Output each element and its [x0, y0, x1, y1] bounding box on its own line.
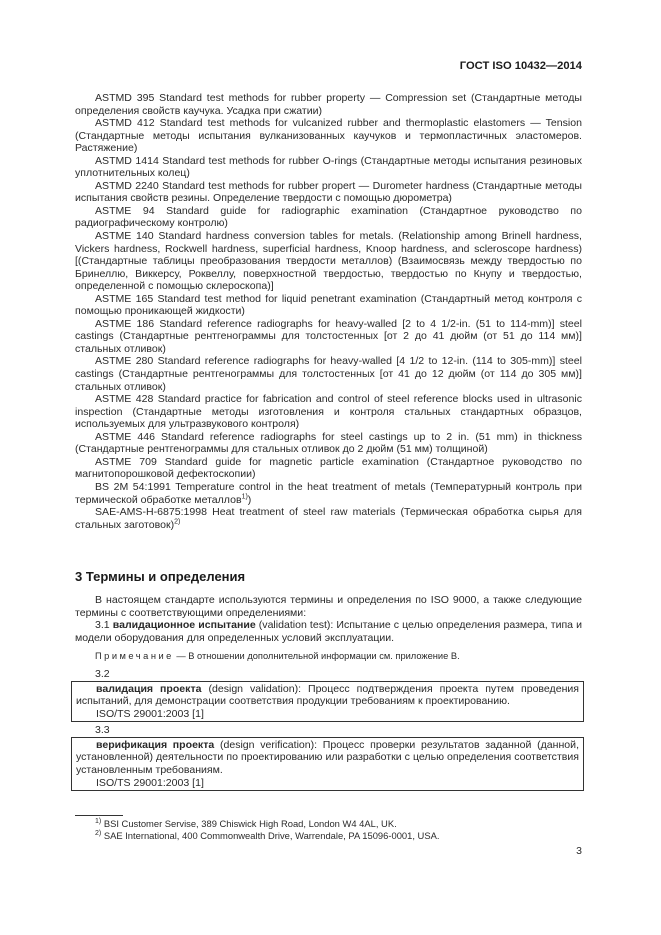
reference-item: ASTME 165 Standard test method for liquid penetrant examination (Стандартный метод контроля с помощью проникающей жидкости) [75, 292, 582, 318]
term-box-3-2: валидация проекта (design validation): Процесс подтверждения проекта путем проведения испытаний, для демонстрации соответствия продукции требованиям к проектированию. ISO/TS 29001:2003 [1] [71, 681, 584, 723]
footnote-divider [75, 815, 123, 816]
section-heading: 3 Термины и определения [75, 569, 246, 584]
normative-references [75, 92, 582, 531]
reference-item: ASTME 428 Standard practice for fabrication and control of steel reference blocks used in ultrasonic inspection (Стандартные методы изготовления и контроля стальных стандартных образцов, используемых для ультразвукового контроля) [75, 393, 582, 431]
reference-item: ASTME 186 Standard reference radiographs for heavy-walled [2 to 4 1/2-in. (51 to 114-mm)] steel castings (Стандартные рентгенограммы для толстостенных [от 2 до 41 дюйм (от 51 до 114 мм)] стальных отливок) [75, 317, 582, 355]
page-number: 3 [576, 845, 582, 857]
reference-item: ASTME 94 Standard guide for radiographic examination (Стандартное руководство по радиографическому контролю) [75, 204, 582, 230]
footnotes [75, 818, 582, 842]
document-header: ГОСТ ISO 10432—2014 [459, 60, 582, 72]
note-label: Примечание [95, 651, 174, 662]
term-source: ISO/TS 29001:2003 [1] [96, 707, 204, 720]
reference-item: ASTMD 2240 Standard test methods for rubber propert — Durometer hardness (Стандартные методы испытания свойств резины. Определение твердости с помощью дюрометра) [75, 179, 582, 205]
terms-section [75, 594, 582, 791]
term-name: верификация проекта [96, 738, 215, 751]
reference-item: ASTME 280 Standard reference radiographs for heavy-walled [4 1/2 to 12-in. (114 to 305-mm)] steel castings (Стандартные рентгенограммы для толстостенных [от 41 до 12 дюйм (от 114 до 305 мм)] стальных отливок) [75, 355, 582, 393]
reference-item: BS 2M 54:1991 Temperature control in the heat treatment of metals (Температурный контроль при термической обработке металлов$^{1)}$) [75, 480, 582, 506]
term-name: валидация проекта [96, 682, 202, 695]
footnote: $^{2)}$ SAE International, 400 Commonwealth Drive, Warrendale, PA 15096-0001, USA. [95, 829, 440, 841]
reference-item: ASTMD 395 Standard test methods for rubber property — Compression set (Стандартные методы определения свойств каучука. Усадка при сжатии) [75, 92, 582, 117]
reference-item: ASTME 446 Standard reference radiographs for steel castings up to 2 in. (51 mm) in thickness (Стандартные рентгенограммы для стальных отливок до 2 дюйм (51 мм) толщиной) [75, 430, 582, 456]
term-number-3-3: 3.3 [95, 724, 110, 737]
reference-item: SAE-AMS-H-6875:1998 Heat treatment of steel raw materials (Термическая обработка сырья для стальных заготовок)$^{2)}$ [75, 506, 582, 531]
term-number-3-2: 3.2 [95, 668, 110, 681]
term-box-3-3: верификация проекта (design verification): Процесс проверки результатов заданной (данной, установленной) деятельности по проектированию или разработки с целью определения соответствия установленным требованиям. ISO/TS 29001:2003 [1] [71, 737, 584, 791]
term-source: ISO/TS 29001:2003 [1] [96, 776, 204, 789]
term-name: валидационное испытание [112, 619, 256, 632]
reference-item: ASTMD 1414 Standard test methods for rubber O-rings (Стандартные методы испытания резиновых уплотнительных колец) [75, 154, 582, 180]
reference-item: ASTMD 412 Standard test methods for vulcanized rubber and thermoplastic elastomers — Tension (Стандартные методы испытания вулканизованных каучуков и термопластичных эластомеров. Растяжение) [75, 117, 582, 155]
footnote: $^{1)}$ BSI Customer Servise, 389 Chiswick High Road, London W4 4AL, UK. [95, 817, 397, 829]
note: Примечание — В отношении дополнительной информации см. приложение В. [95, 651, 460, 662]
section-intro: В настоящем стандарте используются термины и определения по ISO 9000, а также следующие термины с соответствующими определениями: [75, 594, 582, 619]
reference-item: ASTME 140 Standard hardness conversion tables for metals. (Relationship among Brinell hardness, Vickers hardness, Rockwell hardness, superficial hardness, Knoop hardness, and scleroscope hardness) [(Стандартные таблицы преобразования твердости металлов) (Взаимосвязь между твердостью по Бринеллю, Виккерсу, Роквеллу, поверхностной твердостью, твердостью по Кнупу и твердостью, определенной с помощью склероскопа)] [75, 230, 582, 293]
term-3-1: 3.1 валидационное испытание (validation test): Испытание с целью определения размера, типа и модели оборудования для определенных условий эксплуатации. [75, 619, 583, 644]
reference-item: ASTME 709 Standard guide for magnetic particle examination (Стандартное руководство по магнитопорошковой дефектоскопии) [75, 455, 582, 481]
